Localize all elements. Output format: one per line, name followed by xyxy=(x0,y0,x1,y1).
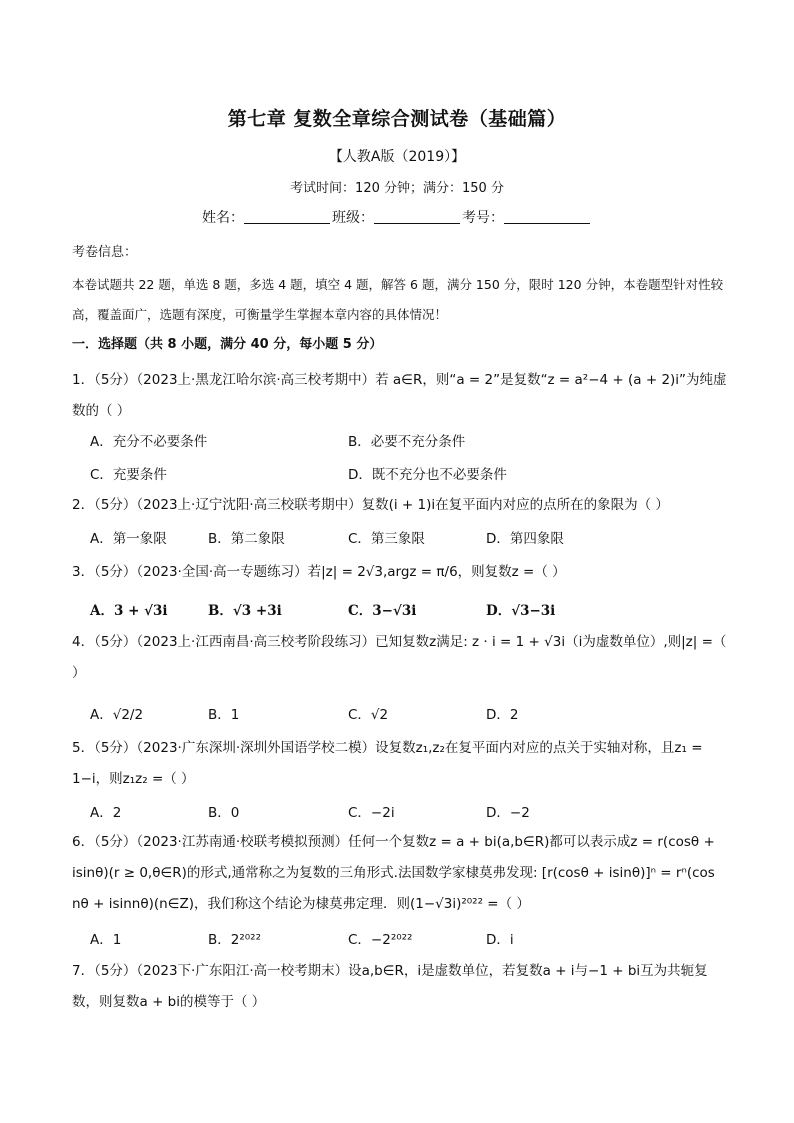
question-5: 5．（5分）（2023·广东深圳·深圳外国语学校二模）设复数z₁,z₂在复平面内对应的点关于实轴对称，且z₁ = 1−i，则z₁z₂ =（ ） xyxy=(72,740,703,787)
option-a[interactable]: A．√2/2 xyxy=(90,707,144,723)
option-a[interactable]: A．1 xyxy=(90,932,122,948)
question-3: 3．（5分）（2023·全国·高一专题练习）若|z| = 2√3,argz = π/6，则复数z =（ ） xyxy=(72,564,566,580)
option-c[interactable]: C．充要条件 xyxy=(90,467,167,483)
info-text: 本卷试题共 22 题，单选 8 题，多选 4 题，填空 4 题，解答 6 题，满分 150 分，限时 120 分钟，本卷题型针对性较高，覆盖面广，选题有深度，可衡量学生掌握本章内容的具体情况！ xyxy=(72,277,724,322)
page-title: 第七章 复数全章综合测试卷（基础篇） xyxy=(227,108,567,130)
option-b[interactable]: B．第二象限 xyxy=(208,531,285,547)
option-b[interactable]: B．√3 +3i xyxy=(208,603,282,619)
option-b[interactable]: B．1 xyxy=(208,707,240,723)
edition-subtitle: 【人教A版（2019）】 xyxy=(328,149,466,165)
question-7: 7．（5分）（2023下·广东阳江·高一校考期末）设a,b∈R，i是虚数单位，若复数a + i与−1 + bi互为共轭复数，则复数a + bi的模等于（ ） xyxy=(72,963,708,1010)
option-d[interactable]: D．既不充分也不必要条件 xyxy=(348,467,507,483)
name-blank[interactable] xyxy=(244,209,330,224)
option-c[interactable]: C．−2²⁰²² xyxy=(348,932,413,948)
name-label: 姓名： xyxy=(202,210,244,226)
info-heading: 考卷信息： xyxy=(72,245,138,260)
option-b[interactable]: B．2²⁰²² xyxy=(208,932,261,948)
option-d[interactable]: D．√3−3i xyxy=(486,603,556,619)
question-1: 1．（5分）（2023上·黑龙江哈尔滨·高三校考期中）若 a∈R，则“a = 2”是复数“z = a²−4 + (a + 2)i”为纯虚数的（ ） xyxy=(72,372,727,419)
number-label: 考号： xyxy=(462,210,504,226)
option-d[interactable]: D．−2 xyxy=(486,805,530,821)
class-blank[interactable] xyxy=(374,209,460,224)
option-c[interactable]: C．−2i xyxy=(348,805,395,821)
question-2: 2．（5分）（2023上·辽宁沈阳·高三校联考期中）复数(i + 1)i在复平面内对应的点所在的象限为（ ） xyxy=(72,497,669,513)
option-c[interactable]: C．3−√3i xyxy=(348,603,417,619)
option-a[interactable]: A．第一象限 xyxy=(90,531,167,547)
option-b[interactable]: B．0 xyxy=(208,805,240,821)
question-6: 6．（5分）（2023·江苏南通·校联考模拟预测）任何一个复数z = a + bi(a,b∈R)都可以表示成z = r(cosθ + isinθ)(r ≥ 0,θ∈R)的形式,通常称之为复数的三角形式.法国数学家棣莫弗发现: [r(cosθ + isinθ)]ⁿ = rⁿ(cos nθ + isinnθ)(n∈Z)，我们称这个结论为棣莫弗定理．则(1−√3i)²⁰²² =（ ） xyxy=(72,834,715,912)
number-blank[interactable] xyxy=(504,209,590,224)
option-d[interactable]: D．第四象限 xyxy=(486,531,564,547)
question-4: 4．（5分）（2023上·江西南昌·高三校考阶段练习）已知复数z满足: z · i = 1 + √3i（i为虚数单位）,则|z| =（ ） xyxy=(72,634,727,681)
option-a[interactable]: A．2 xyxy=(90,805,122,821)
option-d[interactable]: D．i xyxy=(486,932,514,948)
section-heading: 一．选择题（共 8 小题，满分 40 分，每小题 5 分） xyxy=(72,337,383,352)
exam-time-line: 考试时间：120 分钟；满分：150 分 xyxy=(290,181,504,196)
class-label: 班级： xyxy=(332,210,374,226)
option-c[interactable]: C．√2 xyxy=(348,707,389,723)
option-a[interactable]: A．3 + √3i xyxy=(90,603,168,619)
student-fields xyxy=(0,207,794,227)
option-b[interactable]: B．必要不充分条件 xyxy=(348,434,466,450)
option-d[interactable]: D．2 xyxy=(486,707,519,723)
option-a[interactable]: A．充分不必要条件 xyxy=(90,434,208,450)
option-c[interactable]: C．第三象限 xyxy=(348,531,425,547)
